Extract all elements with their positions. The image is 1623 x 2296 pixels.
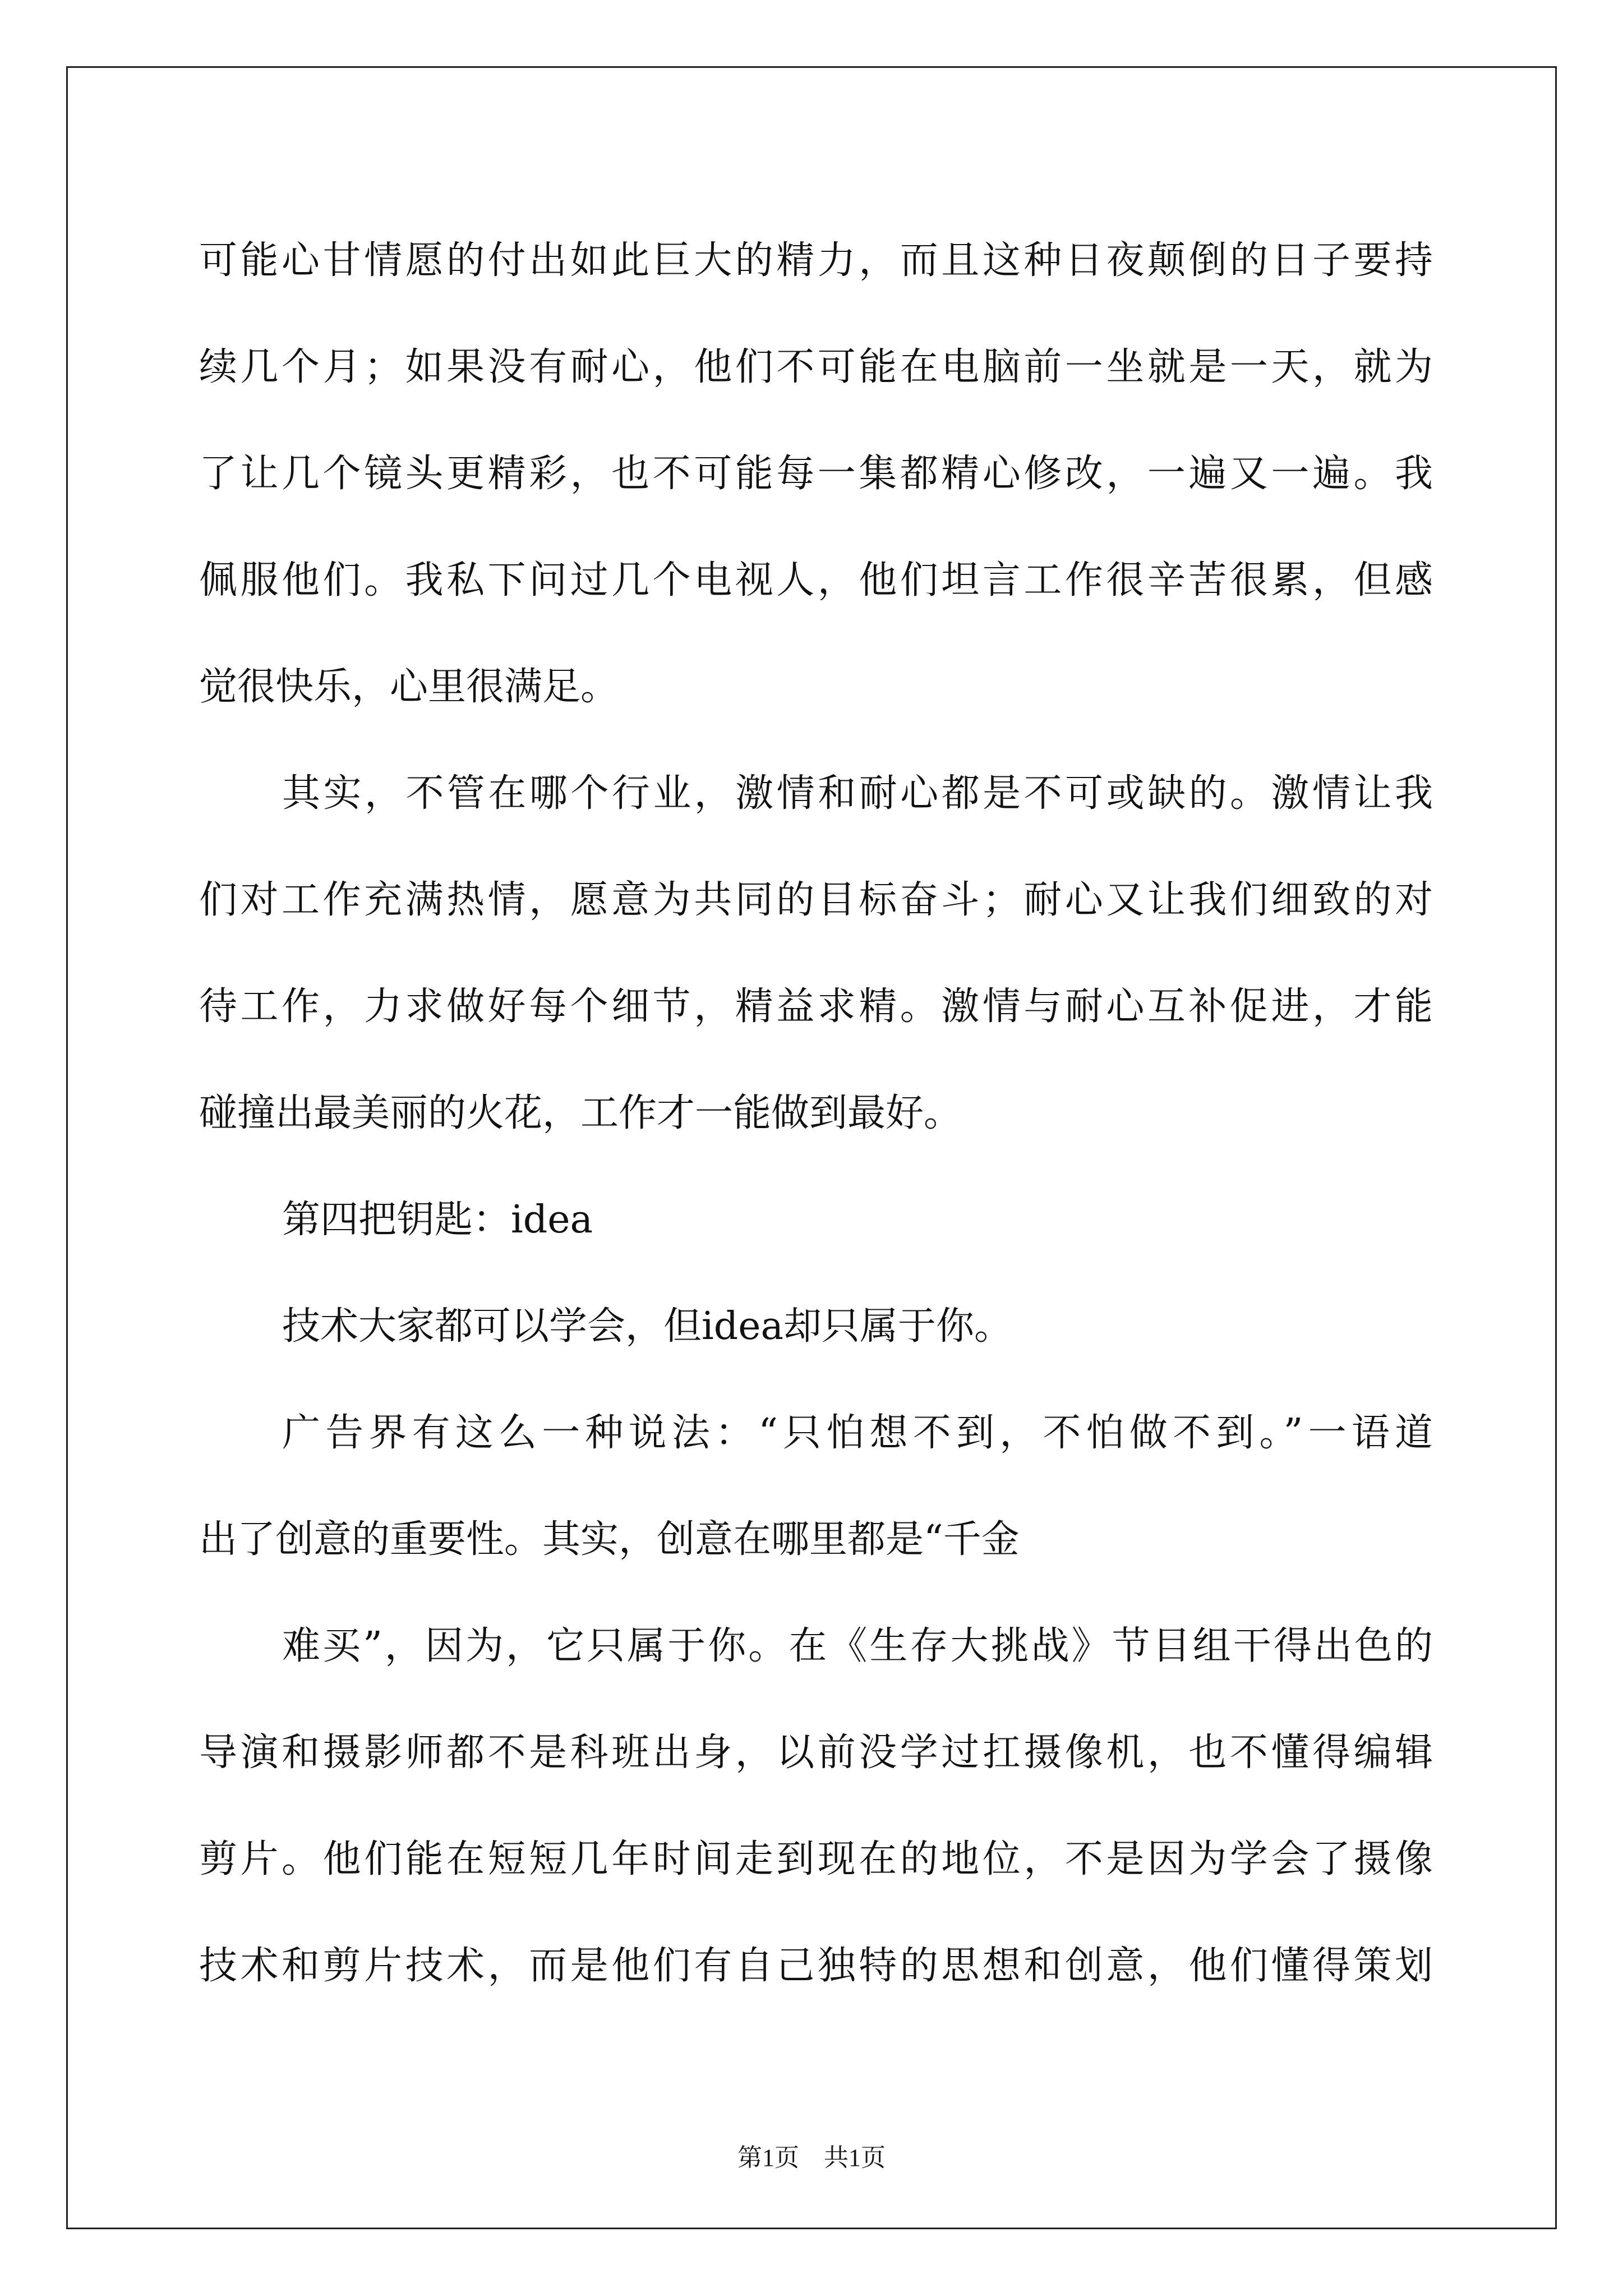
document-body	[199, 208, 1433, 2019]
text-line: 第四把钥匙：idea	[282, 1198, 593, 1242]
text-line: 了让几个镜头更精彩，也不可能每一集都精心修改，一遍又一遍。我	[199, 452, 1433, 496]
text-line: 们对工作充满热情，愿意为共同的目标奋斗；耐心又让我们细致的对	[199, 878, 1433, 922]
text-line: 难买”，因为，它只属于你。在《生存大挑战》节目组干得出色的	[282, 1624, 1433, 1668]
text-line: 出了创意的重要性。其实，创意在哪里都是“千金	[199, 1517, 1020, 1562]
text-line: 碰撞出最美丽的火花，工作才一能做到最好。	[199, 1091, 962, 1135]
text-line: 广告界有这么一种说法：“只怕想不到，不怕做不到。”一语道	[282, 1411, 1433, 1455]
text-line: 其实，不管在哪个行业，激情和耐心都是不可或缺的。激情让我	[282, 771, 1433, 816]
text-line: 技术大家都可以学会，但idea却只属于你。	[282, 1304, 1013, 1349]
text-line: 剪片。他们能在短短几年时间走到现在的地位，不是因为学会了摄像	[199, 1837, 1433, 1881]
text-line: 技术和剪片技术，而是他们有自己独特的思想和创意，他们懂得策划	[199, 1944, 1433, 1988]
text-line: 可能心甘情愿的付出如此巨大的精力，而且这种日夜颠倒的日子要持	[199, 238, 1433, 283]
page-footer: 第1页 共1页	[737, 2144, 886, 2171]
text-line: 续几个月；如果没有耐心，他们不可能在电脑前一坐就是一天，就为	[199, 345, 1433, 389]
text-line: 佩服他们。我私下问过几个电视人，他们坦言工作很辛苦很累，但感	[199, 558, 1433, 602]
text-line: 觉很快乐，心里很满足。	[199, 665, 619, 709]
text-line: 导演和摄影师都不是科班出身，以前没学过扛摄像机，也不懂得编辑	[199, 1731, 1433, 1775]
text-line: 待工作，力求做好每个细节，精益求精。激情与耐心互补促进，才能	[199, 984, 1433, 1029]
